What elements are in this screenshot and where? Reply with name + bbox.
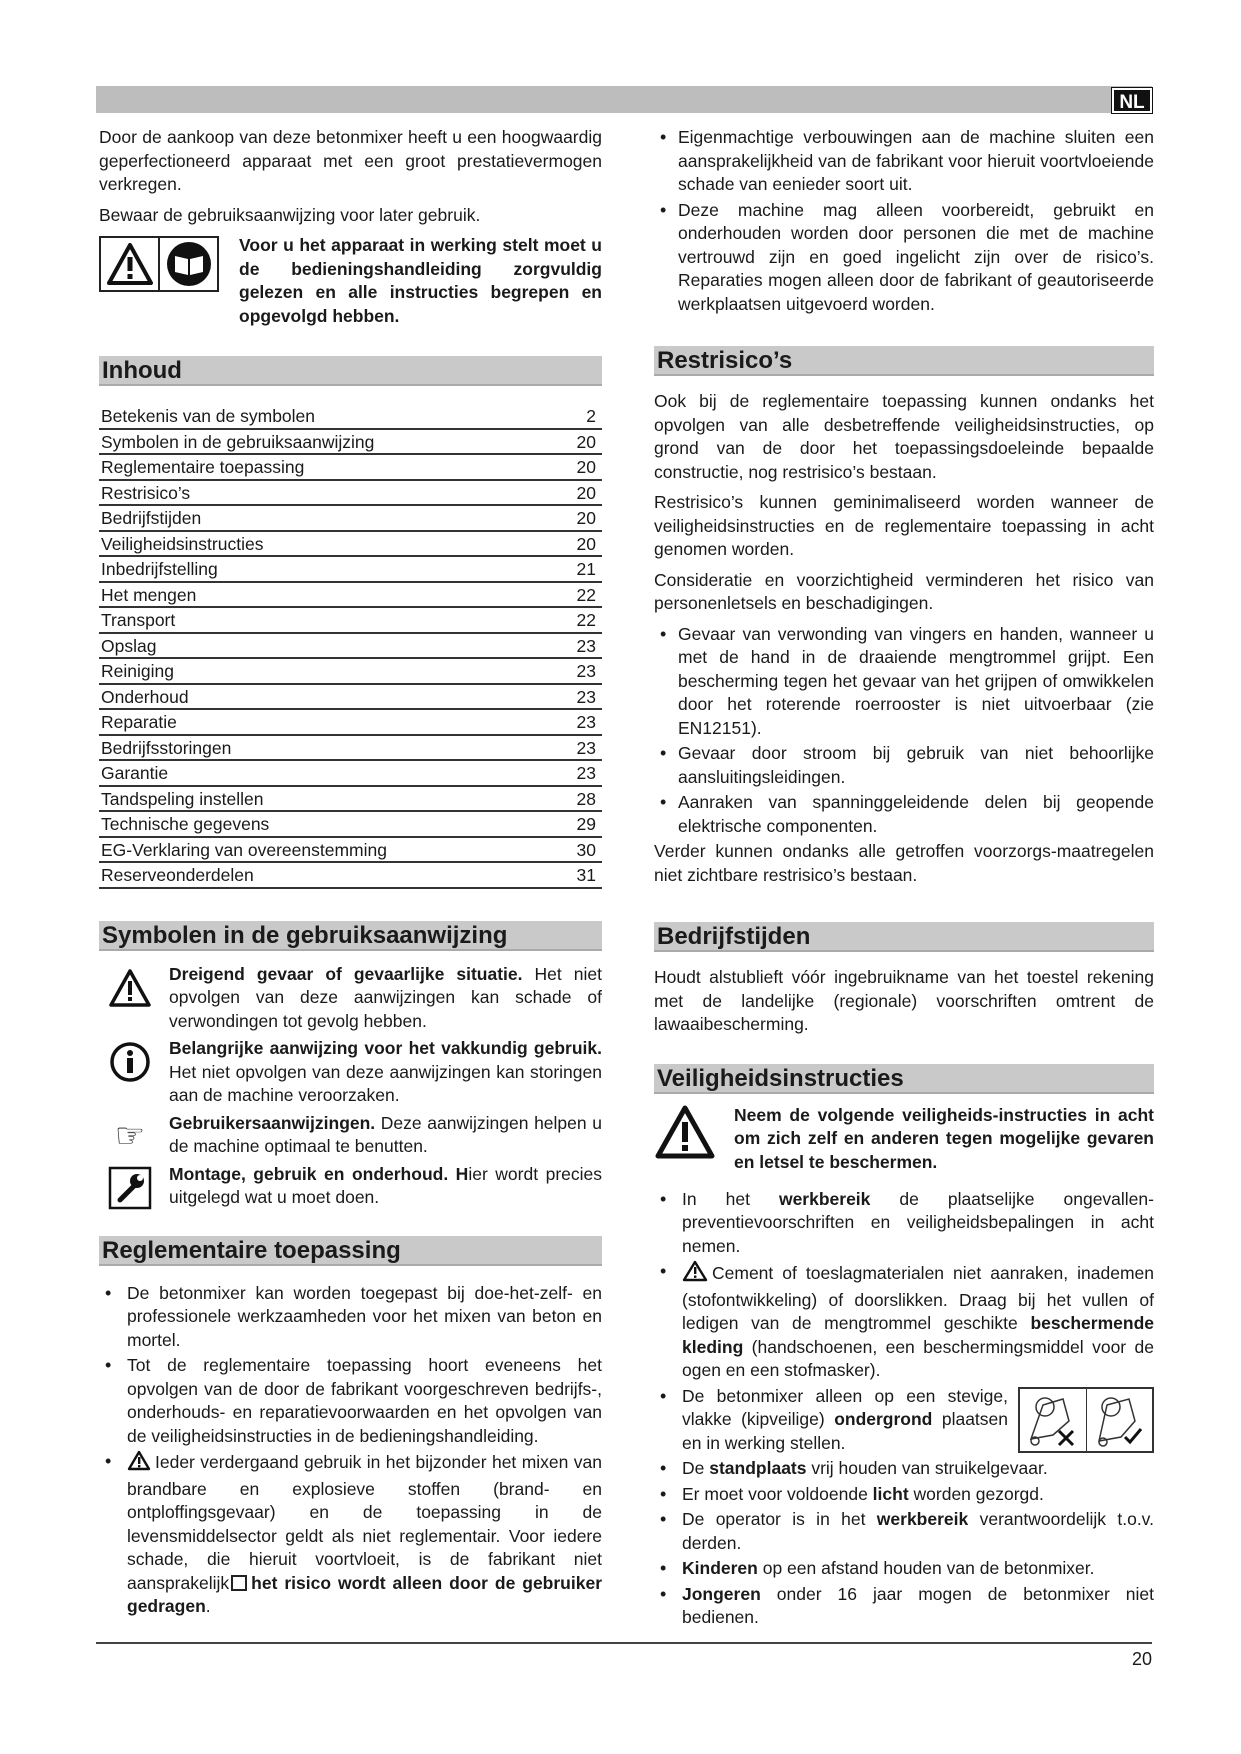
operating-hours-paragraph: Houdt alstublieft vóór ingebruikname van het toestel rekening met de landelijke (regionale) voorschriften omtrent de lawaaibescherming. (654, 967, 1154, 1034)
toc-row: Bedrijfstijden 20 (99, 506, 602, 532)
symbol-danger-row: Dreigend gevaar of gevaarlijke situatie. Het niet opvolgen van deze aanwijzingen kan schade of verwondingen tot gevolg hebben. (99, 963, 602, 1034)
checkbox-icon (231, 1575, 247, 1591)
list-item: • Deze machine mag alleen voorbereidt, gebruikt en onderhouden worden door personen die met de machine vertrouwd zijn en goed ingelicht zijn over de risico’s. Reparaties mogen alleen door de fabrikant of geautoriseerde werkplaatsen uitgevoerd worden. (654, 199, 1154, 317)
toc-row: Bedrijfsstoringen 23 (99, 736, 602, 762)
list-item: • Eigenmachtige verbouwingen aan de machine sluiten een aansprakelijkheid van de fabrikant voor hieruit voortvloeiende schade van eenieder soort uit. (654, 126, 1154, 197)
pointing-hand-icon: ☞ (114, 1116, 146, 1155)
operating-hours-heading: Bedrijfstijden (654, 922, 1154, 952)
toc-row: Inbedrijfstelling 21 (99, 557, 602, 583)
page-number: 20 (1131, 1649, 1152, 1669)
toc-row: Betekenis van de symbolen 2 (99, 404, 602, 430)
list-item: • Er moet voor voldoende licht worden gezorgd. (654, 1483, 1154, 1507)
list-item: • Ieder verdergaand gebruik in het bijzonder het mixen van brandbare en explosieve stoffen (brand- en ontploffingsgevaar) en de toepassing in de levensmiddelsector geldt als niet reglementair. Voor iedere schade, die hieruit voortvloeit, is de fabrikant niet aansprakelijk het risico wordt alleen door de gebruiker gedragen. (99, 1450, 602, 1619)
toc-row: Garantie 23 (99, 761, 602, 787)
intro-paragraph-2: Bewaar de gebruiksaanwijzing voor later gebruik. (99, 204, 481, 225)
read-manual-text: Voor u het apparaat in werking stelt moet u de bedieningshandleiding zorgvuldig gelezen en alle instructies begrepen en opgevolgd hebben. (239, 235, 602, 326)
mixer-position-illustration (1018, 1387, 1154, 1453)
list-item: • Kinderen op een afstand houden van de betonmixer. (654, 1557, 1154, 1581)
right-column (654, 126, 1154, 1632)
residual-paragraph-3: Consideratie en voorzichtigheid verminderen het risico van personenletsels en beschadigingen. (654, 569, 1154, 613)
mixer-correct-icon (1086, 1389, 1153, 1451)
list-item: • De betonmixer kan worden toegepast bij doe-het-zelf- en professionele werkzaamheden voor het mixen van beton en mortel. (99, 1282, 602, 1353)
table-of-contents (99, 404, 602, 889)
list-item: • Tot de reglementaire toepassing hoort eveneens het opvolgen van de door de fabrikant voorgeschreven bedrijfs-, onderhouds- en reparatievoorwaarden en het opvolgen van de veiligheidsinstructies in de bedieningshandleiding. (99, 1354, 602, 1448)
list-item: • De betonmixer alleen op een stevige, vlakke (kipveilige) ondergrond plaatsen en in werking stellen. (654, 1385, 1154, 1456)
list-item: • De operator is in het werkbereik verantwoordelijk t.o.v. derden. (654, 1508, 1154, 1555)
symbols-heading: Symbolen in de gebruiksaanwijzing (99, 921, 602, 951)
warning-icons (99, 236, 219, 292)
residual-paragraph-1: Ook bij de reglementaire toepassing kunnen ondanks het opvolgen van alle desbetreffende veiligheidsinstructies, op grond van de door het toepassingsdoeleinde bepaalde constructie, nog restrisico’s bestaan. (654, 391, 1154, 482)
toc-row: Symbolen in de gebruiksaanwijzing 20 (99, 430, 602, 456)
toc-row: Transport 22 (99, 608, 602, 634)
toc-heading: Inhoud (99, 356, 602, 386)
safety-list (654, 1188, 1154, 1630)
usage-heading: Reglementaire toepassing (99, 1236, 602, 1266)
toc-row: Reglementaire toepassing 20 (99, 455, 602, 481)
warning-triangle-icon (682, 1260, 708, 1289)
toc-row: Opslag 23 (99, 634, 602, 660)
safety-heading: Veiligheidsinstructies (654, 1064, 1154, 1094)
toc-row: EG-Verklaring van overeenstemming 30 (99, 838, 602, 864)
list-item: • Cement of toeslagmaterialen niet aanraken, inademen (stofontwikkeling) of doorslikken. Draag bij het vullen of ledigen van de mengtrommel geschikte beschermende kleding (handschoenen, een beschermingsmiddel voor de ogen en een stofmasker). (654, 1260, 1154, 1383)
toc-row: Tandspeling instellen 28 (99, 787, 602, 813)
intro-paragraph-1: Door de aankoop van deze betonmixer heeft u een hoogwaardig geperfectioneerd apparaat met een groot prestatievermogen verkregen. (99, 127, 602, 194)
list-item: • Aanraken van spanninggeleidende delen bij geopende elektrische componenten. (654, 791, 1154, 838)
toc-row: Onderhoud 23 (99, 685, 602, 711)
toc-row: Reserveonderdelen 31 (99, 863, 602, 889)
list-item: • De standplaats vrij houden van struikelgevaar. (654, 1457, 1154, 1481)
footer-rule (96, 1642, 1152, 1644)
read-manual-icon (158, 238, 217, 290)
warning-triangle-icon (654, 1104, 716, 1162)
list-item: • Gevaar door stroom bij gebruik van niet behoorlijke aansluitingsleidingen. (654, 742, 1154, 789)
list-item: • Jongeren onder 16 jaar mogen de betonmixer niet bedienen. (654, 1583, 1154, 1630)
header-bar (96, 86, 1152, 113)
toc-row: Het mengen 22 (99, 583, 602, 609)
danger-triangle-icon (107, 965, 153, 1011)
warning-triangle-icon (101, 238, 158, 290)
language-badge: NL (1112, 88, 1152, 113)
symbol-hint-row: ☞ Gebruikersaanwijzingen. Deze aanwijzingen helpen u de machine optimaal te benutten. (99, 1112, 602, 1159)
list-item: • In het werkbereik de plaatselijke ongevallen-preventievoorschriften en veiligheidsbepalingen in acht nemen. (654, 1188, 1154, 1259)
liability-list (654, 126, 1154, 316)
toc-row: Restrisico’s 20 (99, 481, 602, 507)
symbol-info-row: Belangrijke aanwijzing voor het vakkundig gebruik. Het niet opvolgen van deze aanwijzingen kan storingen aan de machine veroorzaken. (99, 1037, 602, 1108)
read-manual-warning (99, 234, 602, 328)
symbol-wrench-row: Montage, gebruik en onderhoud. Hier wordt precies uitgelegd wat u moet doen. (99, 1163, 602, 1210)
residual-paragraph-4: Verder kunnen ondanks alle getroffen voorzorgs-maatregelen niet zichtbare restrisico’s bestaan. (654, 841, 1154, 885)
toc-row: Technische gegevens 29 (99, 812, 602, 838)
info-icon (107, 1039, 153, 1085)
left-column (99, 126, 602, 1621)
residual-risk-heading: Restrisico’s (654, 346, 1154, 376)
wrench-icon (107, 1165, 153, 1211)
usage-list (99, 1282, 602, 1619)
toc-row: Reiniging 23 (99, 659, 602, 685)
toc-row: Veiligheidsinstructies 20 (99, 532, 602, 558)
toc-row: Reparatie 23 (99, 710, 602, 736)
list-item: • Gevaar van verwonding van vingers en handen, wanneer u met de hand in de draaiende mengtrommel grijpt. Een bescherming tegen het gevaar van het grijpen of omwikkelen door het roterende roerrooster is niet uitvoerbaar (zie EN12151). (654, 623, 1154, 741)
safety-warning: Neem de volgende veiligheids-instructies in acht om zich zelf en anderen tegen mogelijke gevaren en letsel te beschermen. (654, 1104, 1154, 1176)
warning-triangle-icon (127, 1450, 151, 1478)
residual-list (654, 623, 1154, 839)
residual-paragraph-2: Restrisico’s kunnen geminimaliseerd worden wanneer de veiligheidsinstructies en de reglementaire toepassing in acht genomen worden. (654, 492, 1154, 559)
mixer-wrong-icon (1020, 1389, 1086, 1451)
